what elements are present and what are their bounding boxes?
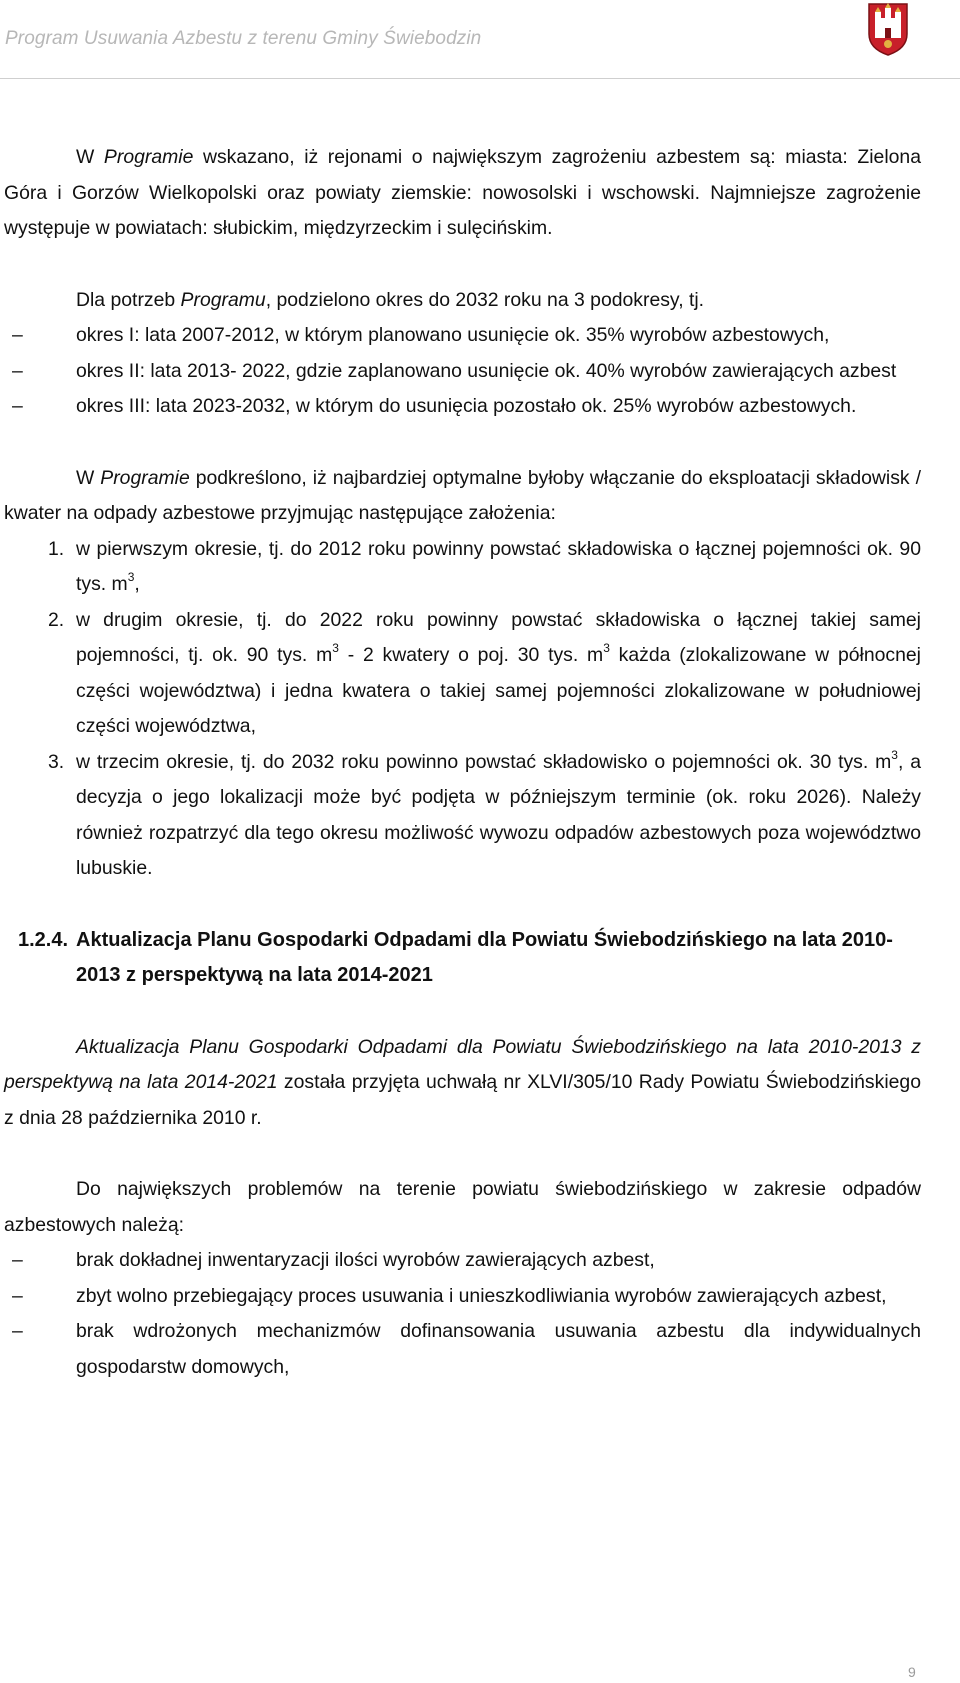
document-body [4,140,921,1385]
header-divider [0,78,960,79]
list-number: 2. [48,608,65,631]
list-number: 3. [48,750,65,773]
section-number: 1.2.4. [18,928,69,951]
page-header [0,0,960,80]
document-title: Program Usuwania Azbestu z terenu Gminy Świebodzin [5,28,482,49]
paragraph-assumptions-intro: W Programie podkreślono, iż najbardziej optymalne byłoby włączanie do eksploatacji składowisk / kwater na odpady azbestowe przyjmując następujące założenia: [4,466,921,524]
section-heading [4,923,921,994]
dash-bullet: – [12,395,23,417]
dash-bullet: – [12,1284,23,1307]
list-item: – okres III: lata 2023-2032, w którym do usunięcia pozostało ok. 25% wyrobów azbestowych. [4,389,921,425]
section-title: Aktualizacja Planu Gospodarki Odpadami dla Powiatu Świebodzińskiego na lata 2010-2013 z perspektywą na lata 2014-2021 [76,928,893,986]
page-number: 9 [908,1664,916,1680]
list-item: 2. w drugim okresie, tj. do 2022 roku powinny powstać składowiska o łącznej takiej samej pojemności, tj. ok. 90 tys. $m^3 - 2$ kwatery o poj. 30 tys. $m^3$ każda (zlokalizowane w północnej części województwa) i jedna kwatera o takiej samej pojemności zlokalizowane w południowej części województwa, [4,603,921,745]
dash-bullet: – [12,1249,23,1271]
dash-bullet: – [12,324,23,346]
list-item: 3. w trzecim okresie, tj. do 2032 roku powinno powstać składowisko o pojemności ok. 30 tys. $m^3$, a decyzja o jego lokalizacji może być podjęta w późniejszym terminie (ok. roku 2026). Należy również rozpatrzyć dla tego okresu możliwość wywozu odpadów azbestowych poza województwo lubuskie. [4,745,921,887]
coat-of-arms-icon [867,2,909,56]
list-item: – zbyt wolno przebiegający proces usuwania i unieszkodliwiania wyrobów zawierających azbest, [4,1279,921,1315]
paragraph-threat-regions: W Programie wskazano, iż rejonami o największym zagrożeniu azbestem są: miasta: Zielona Góra i Gorzów Wielkopolski oraz powiaty ziemskie: nowosolski i wschowski. Najmniejsze zagrożenie występuje w powiatach: słubickim, międzyrzeckim i sulęcińskim. [4,146,921,239]
list-item: – brak wdrożonych mechanizmów dofinansowania usuwania azbestu dla indywidualnych gospodarstw domowych, [4,1314,921,1385]
list-item: – okres I: lata 2007-2012, w którym planowano usunięcie ok. 35% wyrobów azbestowych, [4,318,921,354]
paragraph-periods-intro: Dla potrzeb Programu, podzielono okres do 2032 roku na 3 podokresy, tj. [76,288,705,311]
list-item: – okres II: lata 2013- 2022, gdzie zaplanowano usunięcie ok. 40% wyrobów zawierających azbest [4,354,921,390]
list-item: – brak dokładnej inwentaryzacji ilości wyrobów zawierających azbest, [4,1243,921,1279]
dash-bullet: – [12,1320,23,1342]
list-item: 1. w pierwszym okresie, tj. do 2012 roku powinny powstać składowiska o łącznej pojemności ok. 90 tys. $m^3$, [4,532,921,603]
dash-bullet: – [12,359,23,382]
paragraph-problems-intro: Do największych problemów na terenie powiatu świebodzińskiego w zakresie odpadów azbestowych należą: [4,1178,921,1236]
list-number: 1. [48,537,65,560]
paragraph-plan-adoption: Aktualizacja Planu Gospodarki Odpadami dla Powiatu Świebodzińskiego na lata 2010-2013 z perspektywą na lata 2014-2021 została przyjęta uchwałą nr XLVI/305/10 Rady Powiatu Świebodzińskiego z dnia 28 października 2010 r. [4,1035,921,1129]
